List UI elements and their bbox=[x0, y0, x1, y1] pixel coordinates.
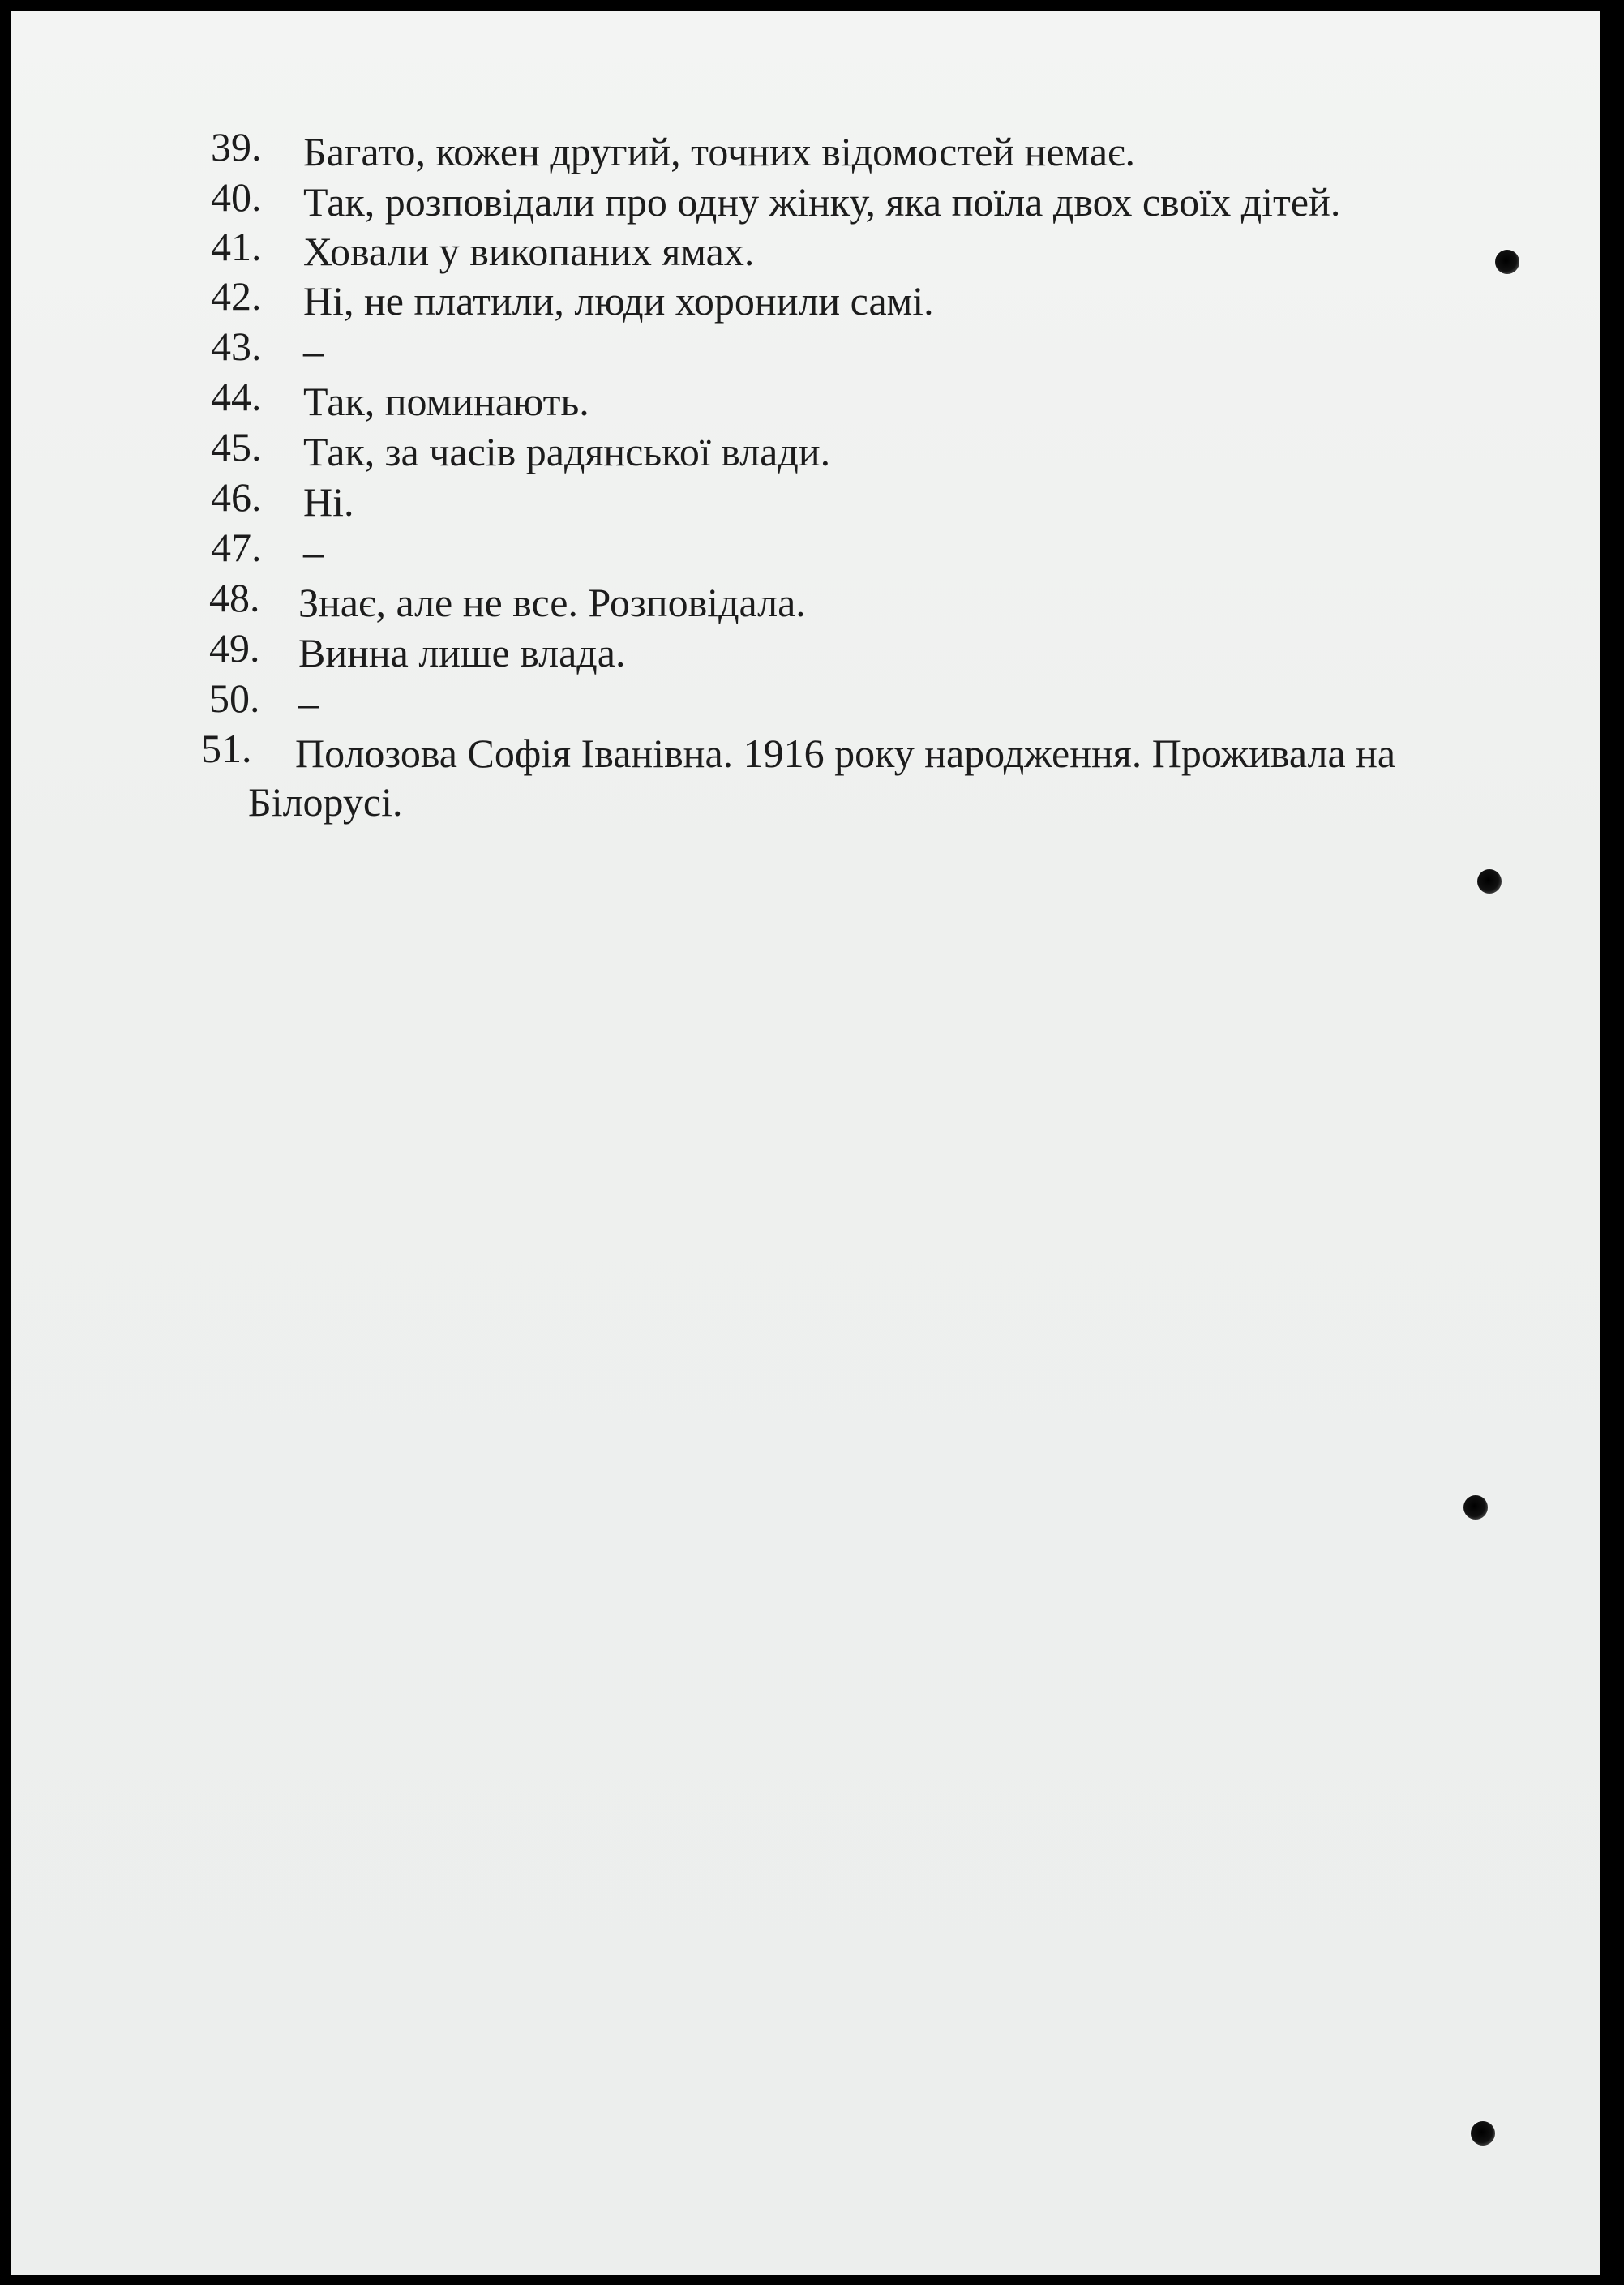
item-number: 50. bbox=[209, 675, 260, 721]
item-text: Ні. bbox=[303, 479, 354, 525]
item-text: Так, розповідали про одну жінку, яка поїла двох своїх дітей. bbox=[303, 179, 1341, 225]
item-text: Так, за часів радянської влади. bbox=[303, 429, 831, 474]
item-number: 42. bbox=[211, 273, 262, 319]
paper-sheet bbox=[11, 11, 1600, 2275]
punch-hole bbox=[1477, 869, 1502, 894]
item-text: Багато, кожен другий, точних відомостей немає. bbox=[303, 129, 1135, 174]
item-number: 45. bbox=[211, 424, 262, 469]
item-text: – bbox=[303, 529, 324, 575]
item-text: Ні, не платили, люди хоронили самі. bbox=[303, 278, 934, 324]
item-number: 41. bbox=[211, 224, 262, 269]
item-text: – bbox=[298, 680, 319, 726]
punch-hole bbox=[1495, 250, 1519, 274]
item-text: Так, поминають. bbox=[303, 379, 589, 424]
answer-list bbox=[11, 11, 1600, 2275]
item-text-continuation: Білорусі. bbox=[248, 779, 403, 825]
item-text: Знає, але не все. Розповідала. bbox=[298, 580, 806, 625]
punch-hole bbox=[1463, 1495, 1488, 1520]
item-number: 46. bbox=[211, 474, 262, 520]
item-text: – bbox=[303, 328, 324, 374]
item-number: 43. bbox=[211, 324, 262, 369]
item-text: Полозова Софія Іванівна. 1916 року народження. Проживала на bbox=[295, 731, 1396, 776]
item-number: 51. bbox=[201, 726, 252, 771]
item-number: 44. bbox=[211, 374, 262, 419]
item-number: 48. bbox=[209, 575, 260, 620]
item-text: Ховали у викопаних ямах. bbox=[303, 229, 755, 274]
item-number: 40. bbox=[211, 174, 262, 220]
item-number: 47. bbox=[211, 525, 262, 570]
item-number: 49. bbox=[209, 625, 260, 671]
punch-hole bbox=[1471, 2121, 1495, 2146]
item-number: 39. bbox=[211, 124, 262, 169]
item-text: Винна лише влада. bbox=[298, 630, 626, 675]
